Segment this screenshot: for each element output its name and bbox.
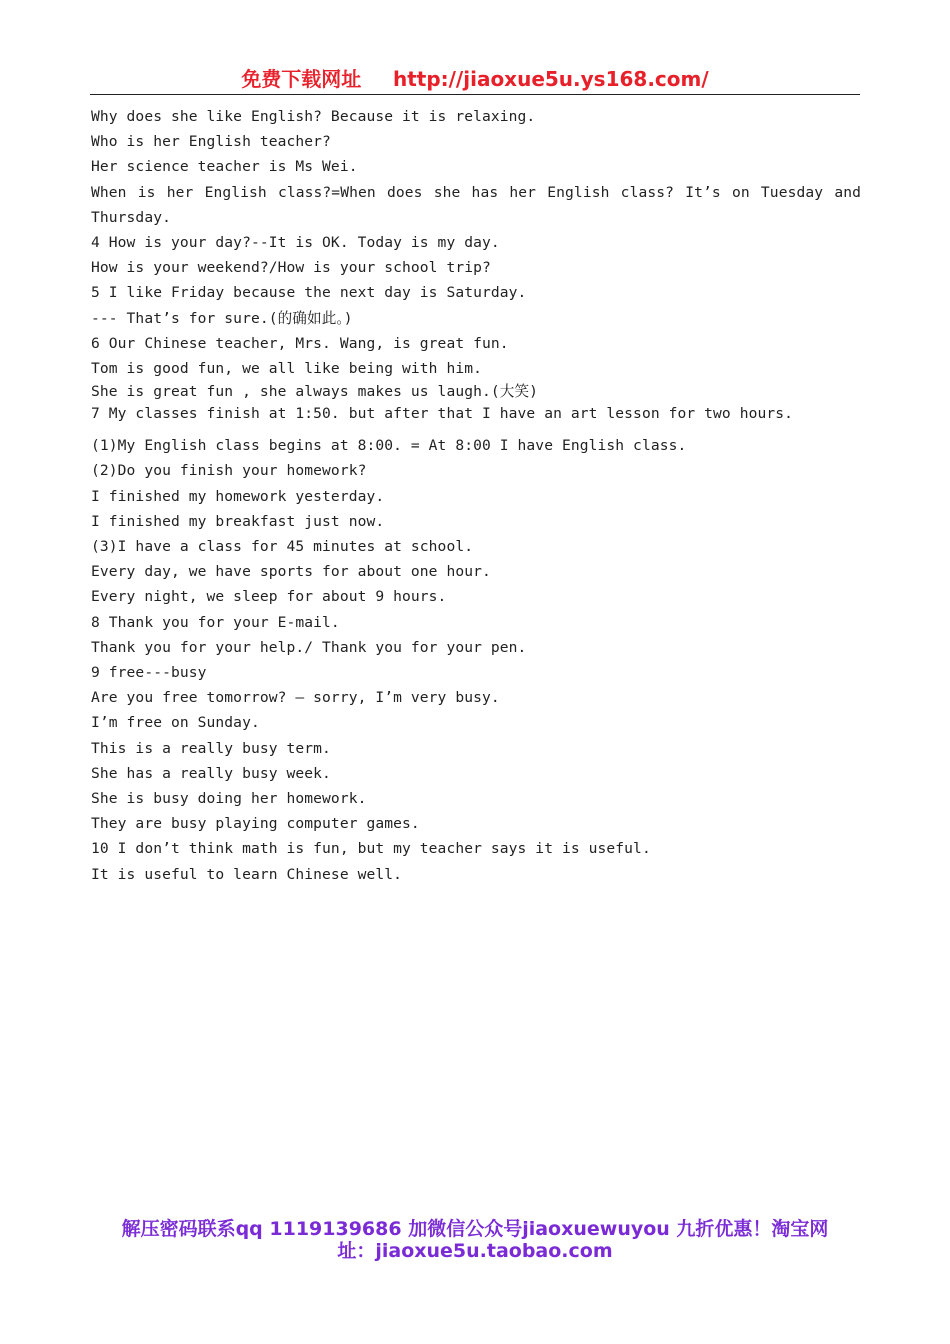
text-line: Thank you for your help./ Thank you for your pen.: [91, 638, 527, 656]
footer-shop-link[interactable]: 址：jiaoxue5u.taobao.com: [337, 1240, 613, 1262]
text-line: (2)Do you finish your homework?: [91, 462, 367, 480]
text-line: I’m free on Sunday.: [91, 714, 260, 732]
text-line: How is your weekend?/How is your school trip?: [91, 259, 491, 277]
text-line: This is a really busy term.: [91, 739, 331, 757]
page-footer: [80, 1218, 870, 1262]
page-header: [90, 64, 860, 95]
text-line: Why does she like English? Because it is relaxing.: [91, 108, 536, 125]
text-line: 5 I like Friday because the next day is Saturday.: [91, 284, 527, 302]
text-line: They are busy playing computer games.: [91, 815, 420, 833]
text-line: It is useful to learn Chinese well.: [91, 865, 403, 883]
text-line: 4 How is your day?--It is OK. Today is my day.: [91, 234, 500, 252]
text-line: Tom is good fun, we all like being with him.: [91, 360, 482, 378]
text-line: Her science teacher is Ms Wei.: [91, 158, 358, 176]
header-label: 免费下载网址: [241, 67, 362, 91]
text-line: Every night, we sleep for about 9 hours.: [91, 588, 447, 606]
header-url-link[interactable]: http://jiaoxue5u.ys168.com/: [392, 67, 709, 91]
text-line: (3)I have a class for 45 minutes at school.: [91, 538, 474, 556]
text-line: Every day, we have sports for about one hour.: [91, 563, 491, 581]
text-line: 8 Thank you for your E-mail.: [91, 613, 340, 631]
text-line: 7 My classes finish at 1:50. but after that I have an art lesson for two hours.: [91, 405, 794, 423]
text-line: I finished my breakfast just now.: [91, 512, 385, 530]
text-line: Who is her English teacher?: [91, 133, 331, 151]
text-line: 6 Our Chinese teacher, Mrs. Wang, is great fun.: [91, 334, 509, 352]
footer-contact-line: 解压密码联系qq 1119139686 加微信公众号jiaoxuewuyou 九折优惠！淘宝网: [121, 1218, 829, 1240]
text-line: When is her English class?=When does she has her English class? It’s on Tuesday and Thursday.: [91, 183, 861, 226]
text-line: I finished my homework yesterday.: [91, 487, 385, 505]
text-line: She is great fun , she always makes us laugh.(大笑): [91, 383, 539, 401]
text-line: 9 free---busy: [91, 664, 207, 682]
text-line: She is busy doing her homework.: [91, 790, 367, 808]
text-line: 10 I don’t think math is fun, but my teacher says it is useful.: [91, 840, 651, 858]
document-body: [91, 104, 861, 887]
text-line: --- That’s for sure.(的确如此。): [91, 309, 353, 327]
text-line: She has a really busy week.: [91, 764, 331, 782]
text-line: (1)My English class begins at 8:00. = At 8:00 I have English class.: [91, 437, 687, 455]
text-line: Are you free tomorrow? – sorry, I’m very busy.: [91, 689, 500, 707]
